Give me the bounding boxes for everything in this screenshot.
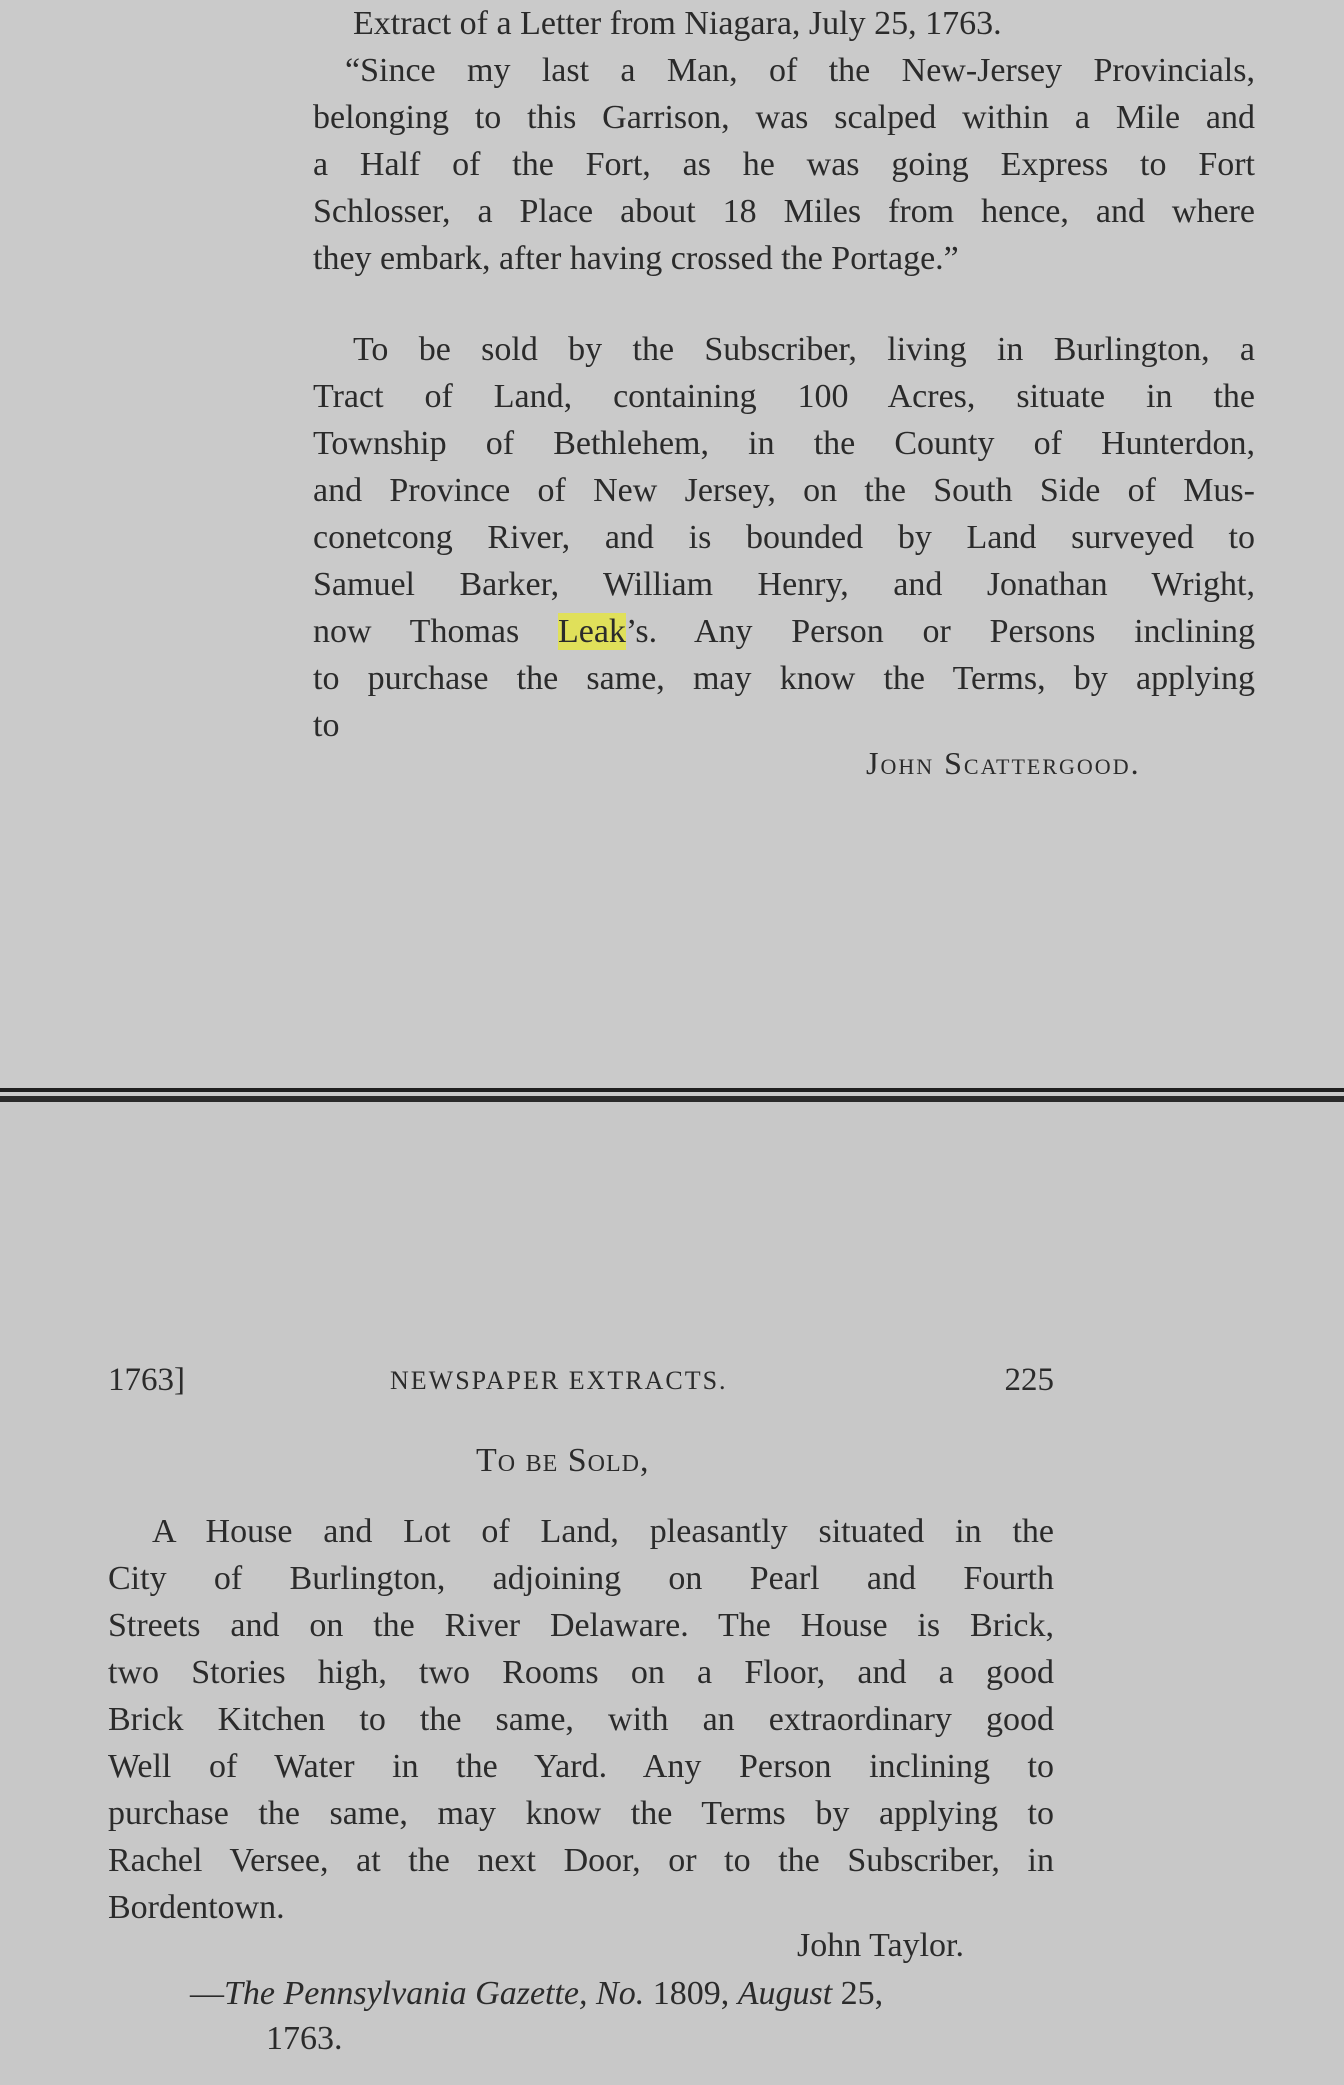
- letter-title: Extract of a Letter from Niagara, July 25, 1763.: [353, 5, 1002, 42]
- ad-line: to: [313, 707, 340, 744]
- ad-line: to purchase the same, may know the Terms, by applying: [313, 660, 1255, 697]
- ad-line: Samuel Barker, William Henry, and Jonathan Wright,: [313, 566, 1255, 603]
- ad-line: Brick Kitchen to the same, with an extraordinary good: [108, 1701, 1054, 1738]
- page-number: 225: [1004, 1362, 1054, 1398]
- running-header: [108, 1362, 1054, 1406]
- ad-line: Well of Water in the Yard. Any Person inclining to: [108, 1748, 1054, 1785]
- page-divider: [0, 1088, 1344, 1092]
- letter-line: Schlosser, a Place about 18 Miles from hence, and where: [313, 193, 1255, 230]
- header-title: NEWSPAPER EXTRACTS.: [390, 1366, 728, 1395]
- source-number: 1809,: [644, 1975, 738, 2012]
- source-day: 25,: [832, 1975, 884, 2012]
- ad-line: and Province of New Jersey, on the South Side of Mus-: [313, 472, 1255, 509]
- letter-line: “Since my last a Man, of the New-Jersey Provincials,: [345, 52, 1255, 89]
- ad-text: ’s. Any Person or Persons inclining: [625, 613, 1255, 650]
- header-year: 1763]: [108, 1362, 185, 1398]
- source-date: August: [737, 1975, 833, 2012]
- ad-line: Township of Bethlehem, in the County of Hunterdon,: [313, 425, 1255, 462]
- ad-heading: To be Sold,: [476, 1442, 650, 1479]
- search-highlight: Leak: [557, 613, 626, 650]
- signature: John Taylor.: [797, 1927, 964, 1964]
- ad-line: A House and Lot of Land, pleasantly situated in the: [152, 1513, 1054, 1550]
- signature: John Scattergood.: [866, 745, 1141, 781]
- ad-line: conetcong River, and is bounded by Land surveyed to: [313, 519, 1255, 556]
- ad-line: To be sold by the Subscriber, living in Burlington, a: [353, 331, 1255, 368]
- ad-line-highlighted: [313, 608, 1255, 655]
- ad-line: Rachel Versee, at the next Door, or to the Subscriber, in: [108, 1842, 1054, 1879]
- ad-line: purchase the same, may know the Terms by applying to: [108, 1795, 1054, 1832]
- source-paper: The Pennsylvania Gazette, No.: [224, 1975, 645, 2012]
- letter-line: a Half of the Fort, as he was going Express to Fort: [313, 146, 1255, 183]
- ad-text: now Thomas: [313, 613, 558, 650]
- letter-line: they embark, after having crossed the Portage.”: [313, 240, 959, 277]
- ad-line: two Stories high, two Rooms on a Floor, and a good: [108, 1654, 1054, 1691]
- ad-line: City of Burlington, adjoining on Pearl and Fourth: [108, 1560, 1054, 1597]
- letter-line: belonging to this Garrison, was scalped within a Mile and: [313, 99, 1255, 136]
- source-year: 1763.: [266, 2020, 343, 2057]
- ad-line: Bordentown.: [108, 1889, 285, 1926]
- ad-line: Streets and on the River Delaware. The House is Brick,: [108, 1607, 1054, 1644]
- ad-line: Tract of Land, containing 100 Acres, situate in the: [313, 378, 1255, 415]
- source-dash: —: [190, 1975, 224, 2012]
- source-citation: [190, 1975, 1050, 2013]
